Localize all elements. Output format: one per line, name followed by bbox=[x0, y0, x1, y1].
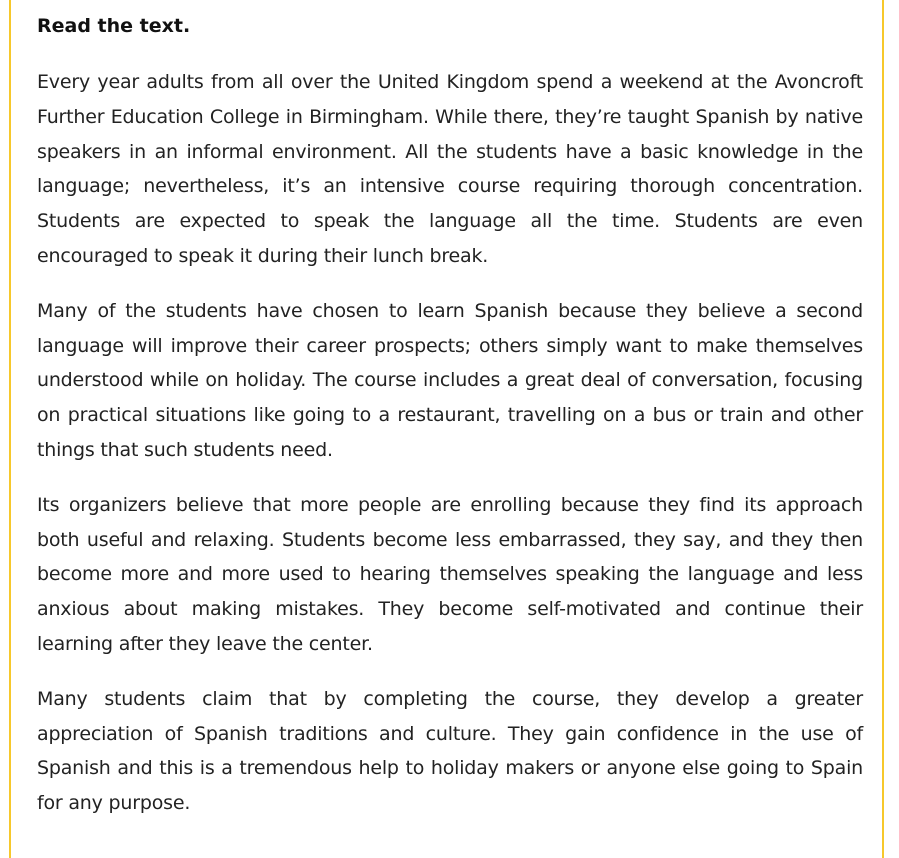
paragraph-4: Many students claim that by completing the course, they develop a greater appreciation of Spanish traditions and culture. They gain confidence in the use of Spanish and this is a tremendous help to holiday makers or anyone else going to Spain for any purpose. bbox=[37, 687, 863, 815]
instruction-heading: Read the text. bbox=[37, 15, 191, 37]
reading-content bbox=[37, 12, 863, 841]
reading-panel bbox=[9, 0, 884, 858]
paragraph-1: Every year adults from all over the United Kingdom spend a weekend at the Avoncroft Further Education College in Birmingham. While there, they’re taught Spanish by native speakers in an informal environment. All the students have a basic knowledge in the language; nevertheless, it’s an intensive course requiring thorough concentration. Students are expected to speak the language all the time. Students are even encouraged to speak it during their lunch break. bbox=[37, 71, 863, 267]
paragraph-3: Its organizers believe that more people are enrolling because they find its approach both useful and relaxing. Students become less embarrassed, they say, and they then become more and more used to hearing themselves speaking the language and less anxious about making mistakes. They become self-motivated and continue their learning after they leave the center. bbox=[37, 493, 863, 655]
paragraph-2: Many of the students have chosen to learn Spanish because they believe a second language will improve their career prospects; others simply want to make themselves understood while on holiday. The course includes a great deal of conversation, focusing on practical situations like going to a restaurant, travelling on a bus or train and other things that such students need. bbox=[37, 299, 863, 461]
